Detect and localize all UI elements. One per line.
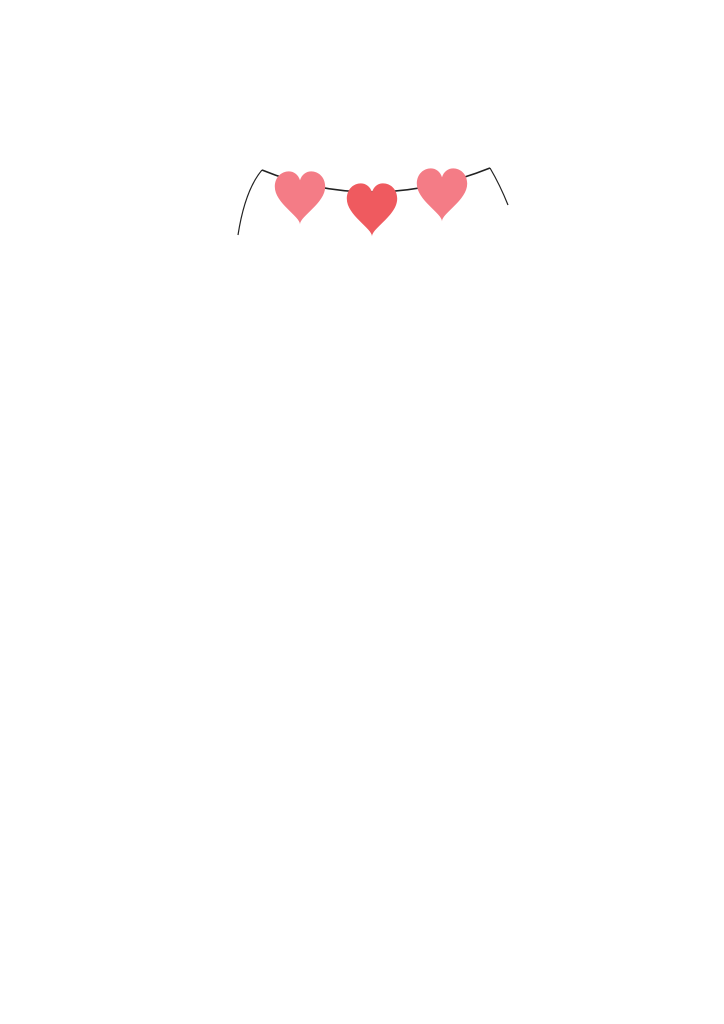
note-text	[0, 771, 724, 833]
heart-garland	[238, 168, 508, 236]
